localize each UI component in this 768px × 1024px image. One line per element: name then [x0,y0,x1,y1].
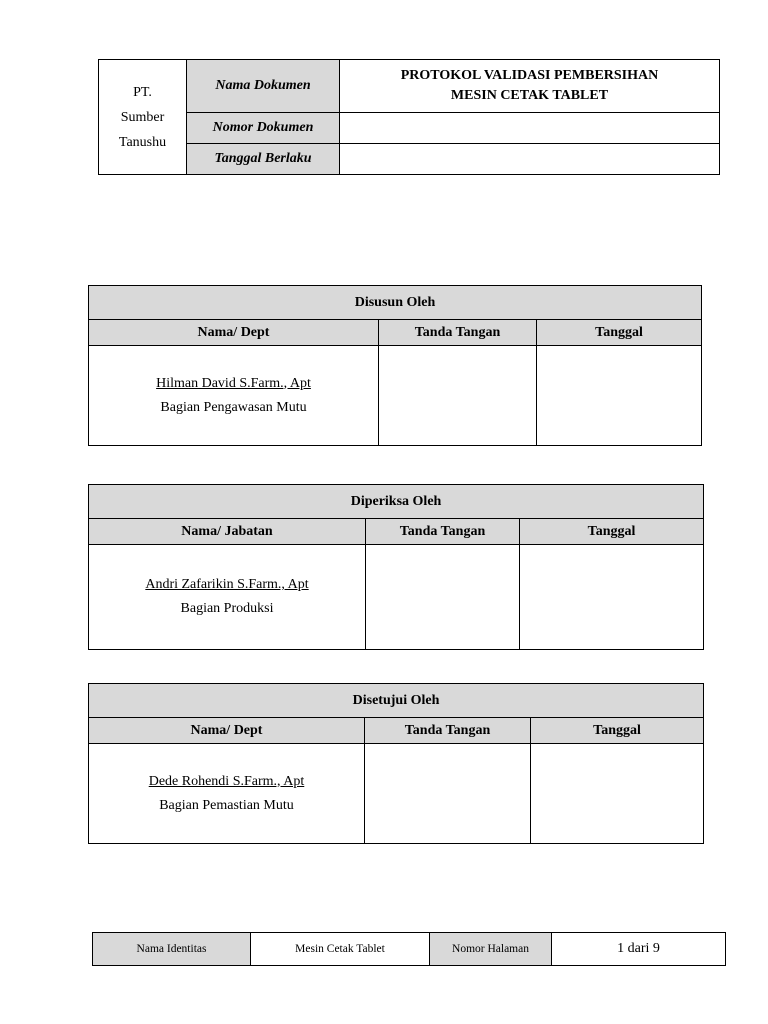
diperiksa-col-sign: Tanda Tangan [366,519,520,545]
nomor-dokumen-value [340,113,720,144]
disusun-person-name: Hilman David S.Farm., Apt [156,375,311,391]
disetujui-oleh-table [88,683,704,844]
diperiksa-oleh-table [88,484,704,650]
footer-page-number: 1 dari 9 [552,933,726,966]
disetujui-date-cell [531,744,704,844]
diperiksa-date-cell [520,545,704,650]
disusun-col-sign: Tanda Tangan [379,320,537,346]
disetujui-person-dept: Bagian Pemastian Mutu [159,797,294,813]
disusun-oleh-table [88,285,702,446]
company-line-1: PT. [133,84,152,100]
disusun-person-dept: Bagian Pengawasan Mutu [160,399,307,415]
disetujui-title: Disetujui Oleh [89,684,704,718]
disusun-title: Disusun Oleh [89,286,702,320]
disetujui-col-date: Tanggal [531,718,704,744]
footer-table [92,932,726,966]
disetujui-col-sign: Tanda Tangan [365,718,531,744]
tanggal-berlaku-value [340,144,720,175]
company-name-cell [99,60,187,175]
footer-label-halaman: Nomor Halaman [430,933,552,966]
disetujui-person-name: Dede Rohendi S.Farm., Apt [148,773,305,789]
diperiksa-title: Diperiksa Oleh [89,485,704,519]
disetujui-signature-cell [365,744,531,844]
diperiksa-signature-cell [366,545,520,650]
footer-identitas-value: Mesin Cetak Tablet [251,933,430,966]
label-tanggal-berlaku: Tanggal Berlaku [187,144,340,175]
diperiksa-person-dept: Bagian Produksi [180,601,274,616]
disusun-date-cell [537,346,702,446]
disusun-person-cell [89,346,379,446]
document-title-line-2: MESIN CETAK TABLET [450,88,609,103]
disetujui-col-name: Nama/ Dept [89,718,365,744]
document-title-line-1: PROTOKOL VALIDASI PEMBERSIHAN [400,68,659,83]
disetujui-person-cell [89,744,365,844]
diperiksa-person-name: Andri Zafarikin S.Farm., Apt [145,577,309,592]
company-line-3: Tanushu [118,134,167,150]
diperiksa-person-cell [89,545,366,650]
footer-label-identitas: Nama Identitas [93,933,251,966]
label-nama-dokumen: Nama Dokumen [187,60,340,113]
diperiksa-col-name: Nama/ Jabatan [89,519,366,545]
diperiksa-col-date: Tanggal [520,519,704,545]
disusun-signature-cell [379,346,537,446]
company-line-2: Sumber [120,109,165,125]
label-nomor-dokumen: Nomor Dokumen [187,113,340,144]
document-title [340,60,720,113]
disusun-col-date: Tanggal [537,320,702,346]
document-header-table [98,59,720,175]
disusun-col-name: Nama/ Dept [89,320,379,346]
